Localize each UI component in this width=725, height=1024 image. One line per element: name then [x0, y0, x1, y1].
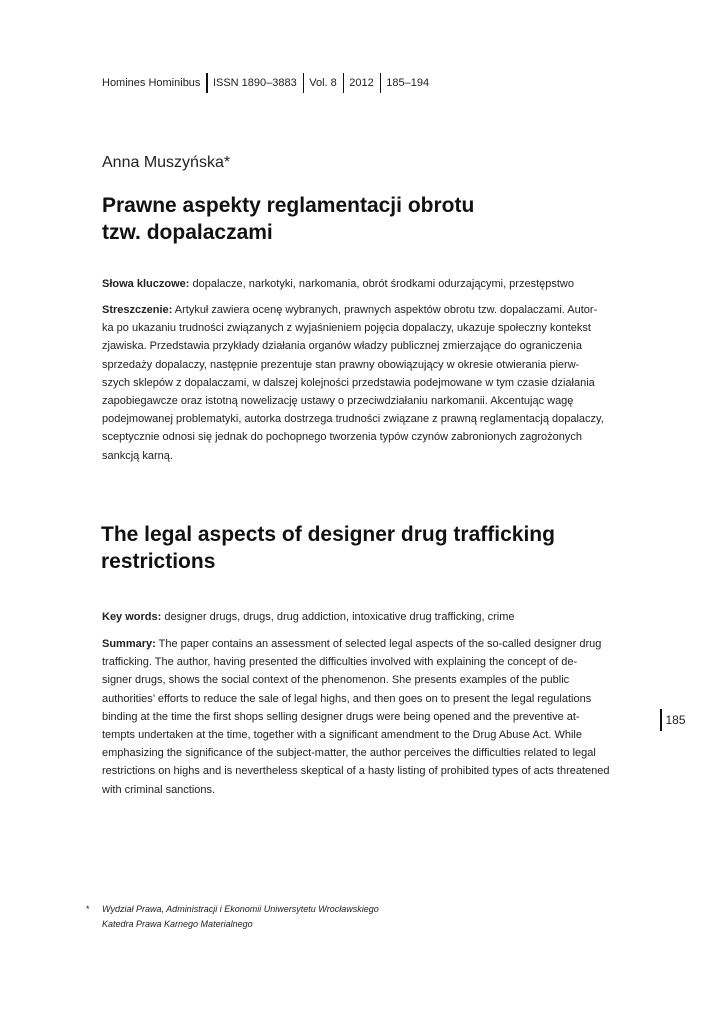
abstract-line: [102, 635, 626, 653]
abstract-line: authorities’ efforts to reduce the sale of legal highs, and then goes on to present the legal regulations: [102, 692, 592, 705]
footnote: [86, 902, 506, 932]
journal-year: 2012: [349, 77, 374, 89]
page-number-text: 185: [665, 713, 686, 727]
abstract-line: with criminal sanctions.: [102, 783, 216, 796]
author-name: Anna Muszyńska*: [102, 154, 231, 171]
english-keywords-label: Key words:: [102, 611, 162, 623]
polish-title: [102, 192, 622, 246]
abstract-line: ka po ukazaniu trudności związanych z wyjaśnieniem pojęcia dopalaczy, ukazuje społeczny kontekst: [102, 322, 591, 335]
journal-pages: 185–194: [386, 77, 430, 89]
journal-volume: Vol. 8: [309, 77, 337, 89]
running-header: [102, 73, 429, 93]
abstract-line: szych sklepów z dopalaczami, w dalszej kolejności przedstawia podejmowane w tym czasie działania: [102, 376, 595, 389]
abstract-line: tempts undertaken at the time, together with a significant amendment to the Drug Abuse Act. While: [102, 729, 582, 742]
abstract-line: [102, 301, 626, 319]
polish-title-line: Prawne aspekty reglamentacji obrotu: [102, 194, 475, 217]
abstract-line: zapobiegawcze oraz istotną nowelizację ustawy o przeciwdziałaniu narkomanii. Akcentując wagę: [102, 395, 574, 408]
abstract-line: sceptycznie odnosi się jednak do pochopnego tworzenia typów czynów zabronionych zagrożonych: [102, 431, 583, 444]
english-abstract-label: Summary:: [102, 638, 156, 650]
footnote-mark: *: [86, 904, 90, 914]
abstract-line: emphasizing the significance of the subject-matter, the author perceives the difficulties related to legal: [102, 747, 596, 760]
english-title: [101, 521, 641, 575]
english-abstract: [102, 635, 626, 799]
english-keywords: [102, 608, 622, 626]
abstract-line: zjawiska. Przedstawia przykłady działania organów władzy publicznej zmierzające do ograniczenia: [102, 340, 582, 353]
abstract-line: trafficking. The author, having presented the difficulties involved with explaining the concept of de-: [102, 656, 578, 669]
abstract-line: binding at the time the first shops selling designer drugs were being opened and the preventive at-: [102, 710, 580, 723]
polish-title-line: tzw. dopalaczami: [102, 221, 273, 244]
header-divider: [206, 73, 208, 93]
footnote-line: Katedra Prawa Karnego Materialnego: [102, 919, 253, 929]
journal-issn: ISSN 1890–3883: [212, 77, 297, 89]
page-number: [660, 709, 686, 731]
polish-abstract-label: Streszczenie:: [102, 304, 173, 316]
abstract-line: podejmowanej problematyki, autorka dostrzega trudności związane z prawną reglamentacją dopalaczy,: [102, 413, 604, 426]
abstract-line: sankcją karną.: [102, 449, 173, 462]
polish-keywords-label: Słowa kluczowe:: [102, 278, 190, 290]
journal-name: Homines Hominibus: [102, 77, 201, 89]
english-keywords-text: designer drugs, drugs, drug addiction, intoxicative drug trafficking, crime: [161, 611, 515, 623]
page-number-divider: [660, 709, 662, 731]
abstract-line-text: Artykuł zawiera ocenę wybranych, prawnych aspektów obrotu tzw. dopalaczami. Autor-: [172, 304, 598, 316]
polish-keywords-text: dopalacze, narkotyki, narkomania, obrót środkami odurzającymi, przestępstwo: [189, 278, 574, 290]
polish-abstract: [102, 301, 626, 465]
header-divider: [303, 73, 305, 93]
header-divider: [343, 73, 345, 93]
english-title-line: restrictions: [101, 550, 216, 573]
header-divider: [380, 73, 382, 93]
abstract-line: restrictions on highs and is nevertheless skeptical of a hasty listing of prohibited types of acts threatened: [102, 765, 610, 778]
polish-keywords: [102, 275, 622, 293]
abstract-line: signer drugs, shows the social context of the phenomenon. She presents examples of the public: [102, 674, 570, 687]
abstract-line-text: The paper contains an assessment of selected legal aspects of the so-called designer drug: [155, 638, 602, 650]
footnote-line: Wydział Prawa, Administracji i Ekonomii Uniwersytetu Wrocławskiego: [102, 904, 379, 914]
english-title-line: The legal aspects of designer drug trafficking: [101, 523, 555, 546]
abstract-line: sprzedaży dopalaczy, następnie prezentuje stan prawny obowiązujący w okresie otwierania pierw-: [102, 358, 580, 371]
